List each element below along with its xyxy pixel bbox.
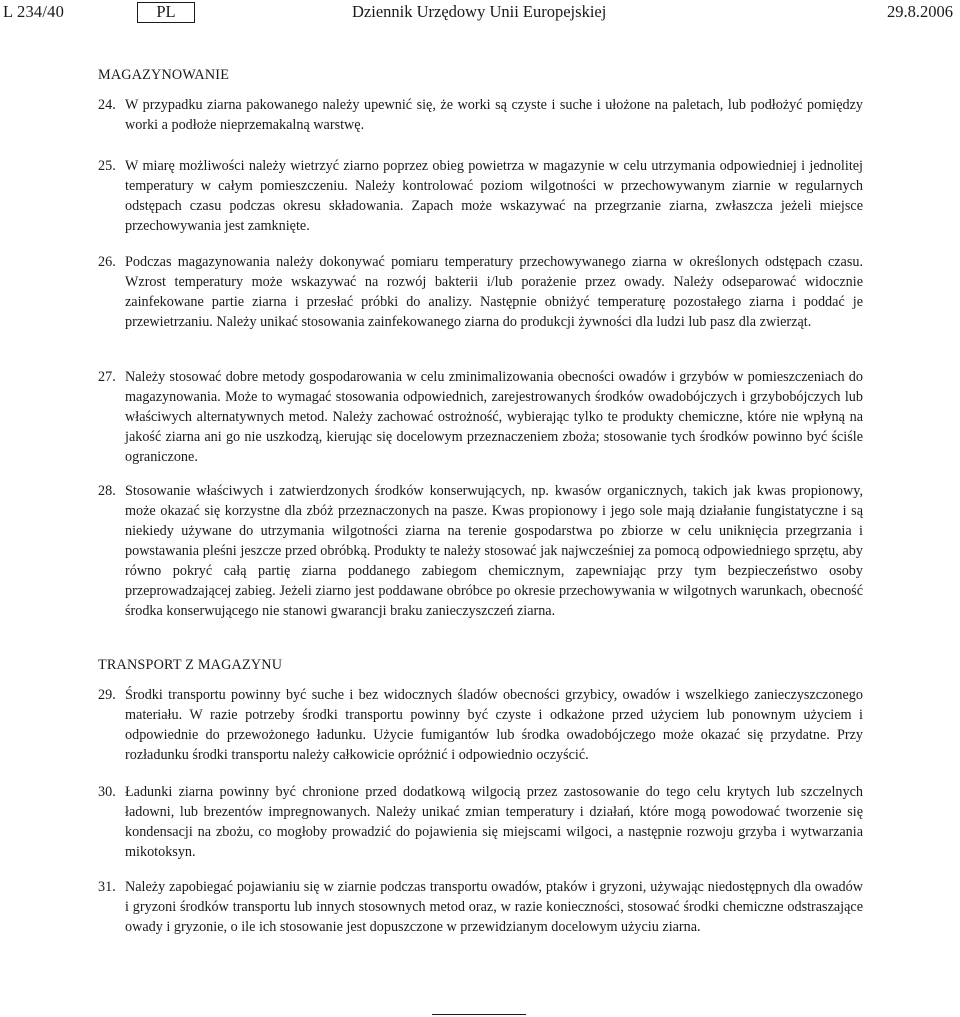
paragraph-text: Należy zapobiegać pojawianiu się w ziarnie podczas transportu owadów, ptaków i gryzoni, używając niedostępnych dla owadów i gryzoni środków transportu lub innych stosownych metod oraz, w razie konieczności, stosować środki chemiczne odstraszające owady i gryzonie, o ile ich stosowanie jest dopuszczone w przewidzianym docelowym użyciu ziarna. bbox=[125, 879, 863, 935]
paragraph-number: 27. bbox=[98, 369, 116, 385]
publication-date: 29.8.2006 bbox=[887, 2, 953, 21]
section-title-storage: MAGAZYNOWANIE bbox=[98, 67, 230, 83]
paragraph-text: Ładunki ziarna powinny być chronione przed dodatkową wilgocią przez zastosowanie do tego celu krytych lub szczelnych ładowni, lub brezentów impregnowanych. Należy unikać zmian temperatury i działań, które mogą powodować tworzenie się kondensacji na zbożu, co mogłoby prowadzić do pojawienia się miejscami wilgoci, a następnie rozwoju grzyba i wytwarzania mikotoksyn. bbox=[125, 784, 863, 860]
paragraph-text: Podczas magazynowania należy dokonywać pomiaru temperatury przechowywanego ziarna w określonych odstępach czasu. Wzrost temperatury może wskazywać na rozwój bakterii i/lub porażenie przez owady. Należy odseparować widocznie zainfekowane partie ziarna i przesłać próbki do analizy. Następnie obniżyć temperaturę pozostałego ziarna i poddać je przewietrzaniu. Należy unikać stosowania zainfekowanego ziarna do produkcji żywności dla ludzi lub pasz dla zwierząt. bbox=[125, 254, 863, 330]
paragraph-number: 26. bbox=[98, 254, 116, 270]
paragraph-number: 25. bbox=[98, 158, 116, 174]
page-reference: L 234/40 bbox=[3, 2, 65, 21]
page-header bbox=[3, 2, 953, 24]
journal-title: Dziennik Urzędowy Unii Europejskiej bbox=[352, 2, 607, 21]
paragraph-25 bbox=[98, 156, 863, 236]
paragraph-text: W przypadku ziarna pakowanego należy upewnić się, że worki są czyste i suche i ułożone na paletach, lub podłożyć pomiędzy worki a podłoże nieprzemakalną warstwę. bbox=[125, 97, 863, 133]
paragraph-31 bbox=[98, 877, 863, 937]
end-separator-rule bbox=[432, 1014, 526, 1015]
paragraph-24 bbox=[98, 95, 863, 135]
paragraph-text: Środki transportu powinny być suche i bez widocznych śladów obecności grzybicy, owadów i wszelkiego zanieczyszczonego materiału. W razie potrzeby środki transportu powinny być czyste i odkażone przed użyciem lub ponownym użyciem i odpowiednie do przewożonego ładunku. Użycie fumigantów lub środka owadobójczego może okazać się przydatne. Przy rozładunku środki transportu należy całkowicie opróżnić i odpowiednio oczyścić. bbox=[125, 687, 863, 763]
paragraph-text: Stosowanie właściwych i zatwierdzonych środków konserwujących, np. kwasów organicznych, takich jak kwas propionowy, może okazać się korzystne dla zbóż przeznaczonych na pasze. Kwas propionowy i jego sole mają działanie fungistatyczne i są niekiedy używane do utrzymania wilgotności ziarna na terenie gospodarstwa po zbiorze w celu uniknięcia przegrzania i powstawania pleśni jeszcze przed obróbką. Produkty te należy stosować jak najwcześniej za pomocą odpowiedniego sprzętu, aby równo pokryć całą partię ziarna poddanego zabiegom chemicznym, zapewniając przy tym bezpieczeństwo osoby przeprowadzającej zabieg. Jeżeli ziarno jest poddawane obróbce po okresie przechowywania w wilgotnych warunkach, obecność środka konserwującego nie stanowi gwarancji braku zanieczyszczeń ziarna. bbox=[125, 483, 863, 619]
paragraph-number: 24. bbox=[98, 97, 116, 113]
paragraph-28 bbox=[98, 481, 863, 621]
section-title-transport: TRANSPORT Z MAGAZYNU bbox=[98, 657, 283, 673]
paragraph-number: 31. bbox=[98, 879, 116, 895]
paragraph-text: W miarę możliwości należy wietrzyć ziarno poprzez obieg powietrza w magazynie w celu utrzymania odpowiedniej i jednolitej temperatury w całym pomieszczeniu. Należy kontrolować poziom wilgotności w przechowywanym ziarnie w regularnych odstępach czasu podczas okresu składowania. Zapach może wskazywać na przegrzanie ziarna, zwłaszcza jeżeli miejsce przechowywania jest zamknięte. bbox=[125, 158, 863, 234]
language-box: PL bbox=[137, 2, 195, 23]
paragraph-number: 30. bbox=[98, 784, 116, 800]
paragraph-27 bbox=[98, 367, 863, 467]
paragraph-text: Należy stosować dobre metody gospodarowania w celu zminimalizowania obecności owadów i grzybów w pomieszczeniach do magazynowania. Może to wymagać stosowania odpowiednich, zarejestrowanych środków owadobójczych i grzybobójczych lub właściwych alternatywnych metod. Należy zachować ostrożność, wybierając tylko te produkty chemiczne, które nie wpłyną na jakość ziarna ani go nie uszkodzą, kierując się docelowym przeznaczeniem zboża; stosowanie tych środków powinno być ściśle ograniczone. bbox=[125, 369, 863, 465]
paragraph-number: 28. bbox=[98, 483, 116, 499]
paragraph-number: 29. bbox=[98, 687, 116, 703]
paragraph-29 bbox=[98, 685, 863, 765]
paragraph-30 bbox=[98, 782, 863, 862]
paragraph-26 bbox=[98, 252, 863, 332]
